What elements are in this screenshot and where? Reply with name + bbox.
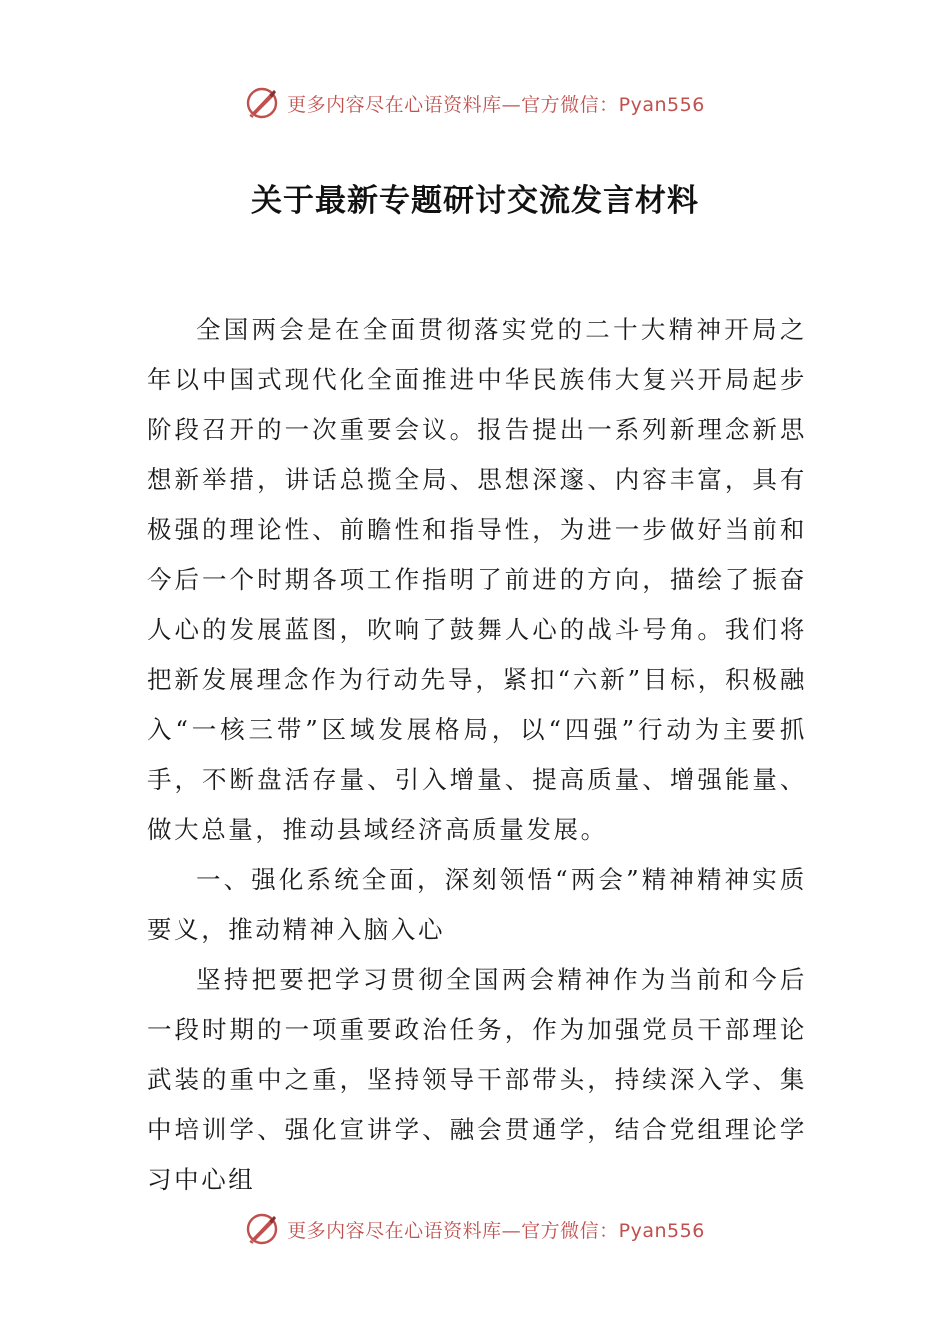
watermark-text: 更多内容尽在心语资料库—官方微信：Pyan556 — [287, 93, 705, 116]
wechat-id: Pyan556 — [618, 1219, 705, 1242]
quill-pen-logo-icon — [245, 1212, 279, 1246]
wechat-id: Pyan556 — [618, 93, 705, 116]
header-watermark — [0, 86, 950, 120]
document-body — [147, 305, 807, 1205]
paragraph-section-1: 坚持把要把学习贯彻全国两会精神作为当前和今后一段时期的一项重要政治任务，作为加强党员干部理论武装的重中之重，坚持领导干部带头，持续深入学、集中培训学、强化宣讲学、融会贯通学，结合党组理论学习中心组 — [147, 965, 807, 1194]
footer-watermark — [0, 1212, 950, 1246]
quill-pen-logo-icon — [245, 86, 279, 120]
section-heading-1: 一、强化系统全面，深刻领悟“两会”精神精神实质要义，推动精神入脑入心 — [147, 865, 807, 944]
document-title: 关于最新专题研讨交流发言材料 — [251, 183, 699, 219]
watermark-text: 更多内容尽在心语资料库—官方微信：Pyan556 — [287, 1219, 705, 1242]
paragraph-intro: 全国两会是在全面贯彻落实党的二十大精神开局之年以中国式现代化全面推进中华民族伟大复兴开局起步阶段召开的一次重要会议。报告提出一系列新理念新思想新举措，讲话总揽全局、思想深邃、内容丰富，具有极强的理论性、前瞻性和指导性，为进一步做好当前和今后一个时期各项工作指明了前进的方向，描绘了振奋人心的发展蓝图，吹响了鼓舞人心的战斗号角。我们将把新发展理念作为行动先导，紧扣“六新”目标，积极融入“一核三带”区域发展格局，以“四强”行动为主要抓手，不断盘活存量、引入增量、提高质量、增强能量、做大总量，推动县域经济高质量发展。 — [147, 315, 807, 844]
